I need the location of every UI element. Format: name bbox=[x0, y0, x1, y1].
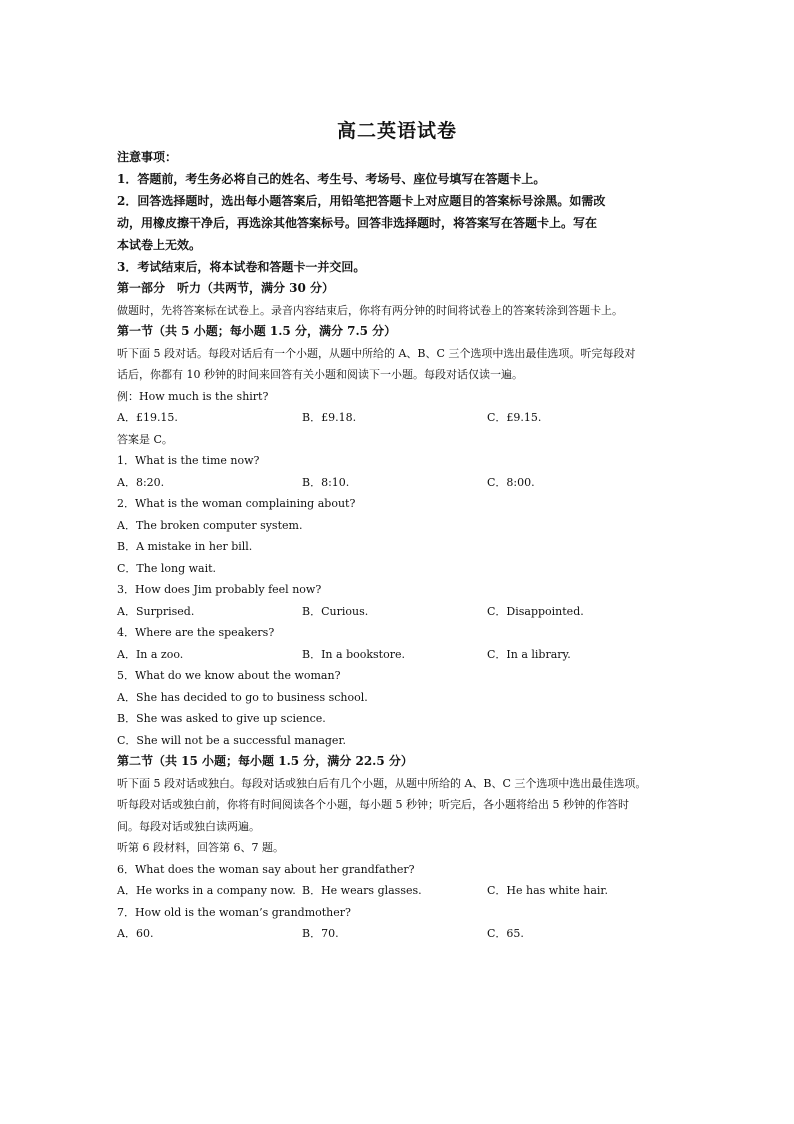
option-b: B．In a bookstore. bbox=[302, 647, 405, 661]
option-b: B．A mistake in her bill. bbox=[117, 540, 253, 553]
question-stem: 1．What is the time now? bbox=[117, 454, 260, 467]
notice-line: 动，用橡皮擦干净后，再选涂其他答案标号。回答非选择题时，将答案写在答题卡上。写在 bbox=[117, 216, 598, 230]
question-options bbox=[117, 880, 682, 902]
example-options bbox=[117, 407, 682, 429]
question-options bbox=[117, 472, 682, 494]
page-title: 高二英语试卷 bbox=[336, 120, 457, 142]
option-b: B．£9.18. bbox=[302, 411, 357, 424]
option-c: C．In a library. bbox=[487, 647, 571, 661]
notice-heading: 注意事项： bbox=[117, 150, 178, 164]
question-stem: 3．How does Jim probably feel now? bbox=[117, 583, 322, 596]
notice-line: 1．答题前，考生务必将自己的姓名、考生号、考场号、座位号填写在答题卡上。 bbox=[117, 172, 546, 186]
option-b: B．70. bbox=[302, 927, 339, 940]
section2-instruction: 间。每段对话或独白读两遍。 bbox=[117, 819, 260, 833]
option-c: C．Disappointed. bbox=[487, 604, 584, 618]
option-c: C．She will not be a successful manager. bbox=[117, 733, 346, 747]
option-a: A．The broken computer system. bbox=[117, 518, 303, 532]
section1-instruction: 话后，你都有 10 秒钟的时间来回答有关小题和阅读下一小题。每段对话仅读一遍。 bbox=[117, 368, 523, 381]
option-c: C．8:00. bbox=[487, 475, 535, 489]
question-options bbox=[117, 601, 682, 623]
question-options bbox=[117, 923, 682, 945]
part1-instruction: 做题时，先将答案标在试卷上。录音内容结束后，你将有两分钟的时间将试卷上的答案转涂到答题卡上。 bbox=[117, 303, 623, 317]
section1-instruction: 听下面 5 段对话。每段对话后有一个小题，从题中所给的 A、B、C 三个选项中选出最佳选项。听完每段对 bbox=[117, 346, 636, 360]
question-stem: 4．Where are the speakers? bbox=[117, 626, 275, 639]
option-c: C．65. bbox=[487, 927, 524, 940]
question-options bbox=[117, 644, 682, 666]
option-b: B．She was asked to give up science. bbox=[117, 712, 326, 725]
notice-line: 本试卷上无效。 bbox=[117, 238, 202, 252]
question-stem: 5．What do we know about the woman? bbox=[117, 669, 341, 682]
part1-heading: 第一部分 听力（共两节，满分 30 分） bbox=[117, 281, 335, 295]
example-question: 例：How much is the shirt? bbox=[117, 389, 269, 403]
material-note: 听第 6 段材料，回答第 6、7 题。 bbox=[117, 841, 284, 854]
option-c: C．The long wait. bbox=[117, 561, 217, 575]
section1-heading: 第一节（共 5 小题；每小题 1.5 分，满分 7.5 分） bbox=[117, 324, 397, 338]
section2-instruction: 听每段对话或独白前，你将有时间阅读各个小题，每小题 5 秒钟；听完后，各小题将给出 5 秒钟的作答时 bbox=[117, 798, 629, 811]
option-a: A．He works in a company now. bbox=[117, 884, 296, 897]
option-a: A．8:20. bbox=[117, 475, 165, 489]
option-a: A．In a zoo. bbox=[117, 647, 184, 661]
exam-content bbox=[117, 146, 682, 945]
option-a: A．Surprised. bbox=[117, 604, 195, 618]
option-b: B．He wears glasses. bbox=[302, 884, 422, 897]
question-stem: 7．How old is the woman’s grandmother? bbox=[117, 905, 351, 919]
option-a: A．She has decided to go to business school. bbox=[117, 690, 368, 704]
section2-heading: 第二节（共 15 小题；每小题 1.5 分，满分 22.5 分） bbox=[117, 754, 413, 768]
option-a: A．60. bbox=[117, 927, 154, 940]
option-b: B．8:10. bbox=[302, 475, 350, 489]
option-a: A．£19.15. bbox=[117, 411, 178, 424]
notice-line: 3．考试结束后，将本试卷和答题卡一并交回。 bbox=[117, 260, 366, 274]
question-stem: 2．What is the woman complaining about? bbox=[117, 497, 356, 510]
option-b: B．Curious. bbox=[302, 604, 369, 618]
question-stem: 6．What does the woman say about her grandfather? bbox=[117, 862, 415, 876]
example-answer: 答案是 C。 bbox=[117, 432, 173, 446]
notice-line: 2．回答选择题时，选出每小题答案后，用铅笔把答题卡上对应题目的答案标号涂黑。如需改 bbox=[117, 194, 606, 208]
option-c: C．£9.15. bbox=[487, 411, 542, 424]
option-c: C．He has white hair. bbox=[487, 884, 608, 897]
section2-instruction: 听下面 5 段对话或独白。每段对话或独白后有几个小题，从题中所给的 A、B、C 三个选项中选出最佳选项。 bbox=[117, 776, 647, 790]
